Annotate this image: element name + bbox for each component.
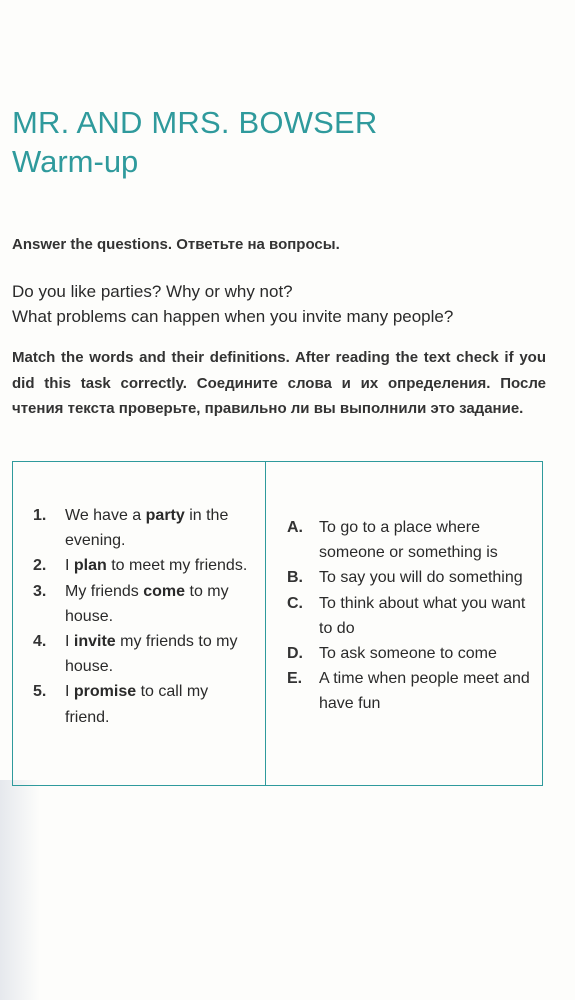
matching-table bbox=[12, 461, 543, 786]
definition-item bbox=[287, 565, 532, 590]
word-sentence bbox=[65, 503, 248, 553]
word-number: 5. bbox=[33, 683, 47, 701]
definition-text: A time when people meet and have fun bbox=[319, 670, 530, 713]
key-word: promise bbox=[73, 683, 137, 701]
page-edge-shadow bbox=[0, 780, 40, 1000]
sentence-end: my friends to my house. bbox=[65, 633, 238, 676]
definition-text: To think about what you want to do bbox=[319, 594, 526, 637]
word-number: 1. bbox=[33, 507, 47, 524]
key-word: plan bbox=[73, 557, 107, 575]
definition-letter: A. bbox=[287, 519, 303, 536]
sentence-start: My friends bbox=[65, 582, 144, 600]
question-2: What problems can happen when you invite many people? bbox=[12, 307, 454, 326]
word-item bbox=[33, 503, 248, 553]
words-list bbox=[33, 503, 248, 730]
word-item bbox=[33, 629, 248, 679]
section-subtitle: Warm-up bbox=[12, 144, 139, 179]
definition-text: To ask someone to come bbox=[319, 645, 497, 663]
definition-text: To say you will do something bbox=[319, 569, 523, 587]
word-item bbox=[33, 679, 248, 729]
definitions-list bbox=[287, 515, 532, 717]
word-number: 2. bbox=[33, 557, 47, 575]
page-title: MR. AND MRS. BOWSER bbox=[12, 105, 378, 140]
definition-item bbox=[287, 515, 532, 565]
word-item bbox=[33, 553, 248, 578]
sentence-start: I bbox=[65, 633, 74, 651]
instruction-match-words: Match the words and their definitions. After reading the text check if you did this task correctly. Соедините слова и их определения. После чтения текста проверьте, правильно ли вы выполнили это задание. bbox=[12, 349, 546, 417]
word-number: 4. bbox=[33, 633, 47, 651]
word-sentence bbox=[65, 579, 248, 629]
sentence-start: We have a bbox=[65, 507, 146, 524]
sentence-end: to my house. bbox=[65, 582, 229, 625]
sentence-end: to call my friend. bbox=[65, 683, 209, 726]
sentence-start: I bbox=[65, 683, 74, 701]
key-word: invite bbox=[73, 633, 116, 651]
key-word: come bbox=[143, 582, 186, 600]
definition-item bbox=[287, 666, 532, 716]
word-number: 3. bbox=[33, 582, 47, 600]
definition-letter: C. bbox=[287, 594, 303, 612]
sentence-end: to meet my friends. bbox=[106, 557, 248, 575]
key-word: party bbox=[145, 507, 185, 524]
question-1: Do you like parties? Why or why not? bbox=[12, 282, 293, 301]
word-item bbox=[33, 579, 248, 629]
word-sentence bbox=[65, 679, 248, 729]
definition-letter: D. bbox=[287, 645, 303, 663]
definition-item bbox=[287, 641, 532, 666]
sentence-start: I bbox=[65, 557, 74, 575]
definitions-column bbox=[266, 462, 542, 785]
instruction-answer-questions: Answer the questions. Ответьте на вопросы. bbox=[12, 236, 340, 253]
words-column bbox=[13, 462, 266, 785]
sentence-end: in the evening. bbox=[65, 507, 229, 550]
definition-letter: E. bbox=[287, 670, 303, 688]
definition-item bbox=[287, 591, 532, 641]
word-sentence bbox=[65, 629, 248, 679]
definition-text: To go to a place where someone or something is bbox=[319, 519, 498, 562]
questions-block bbox=[12, 279, 453, 329]
definition-letter: B. bbox=[287, 569, 303, 587]
word-sentence bbox=[65, 553, 248, 578]
